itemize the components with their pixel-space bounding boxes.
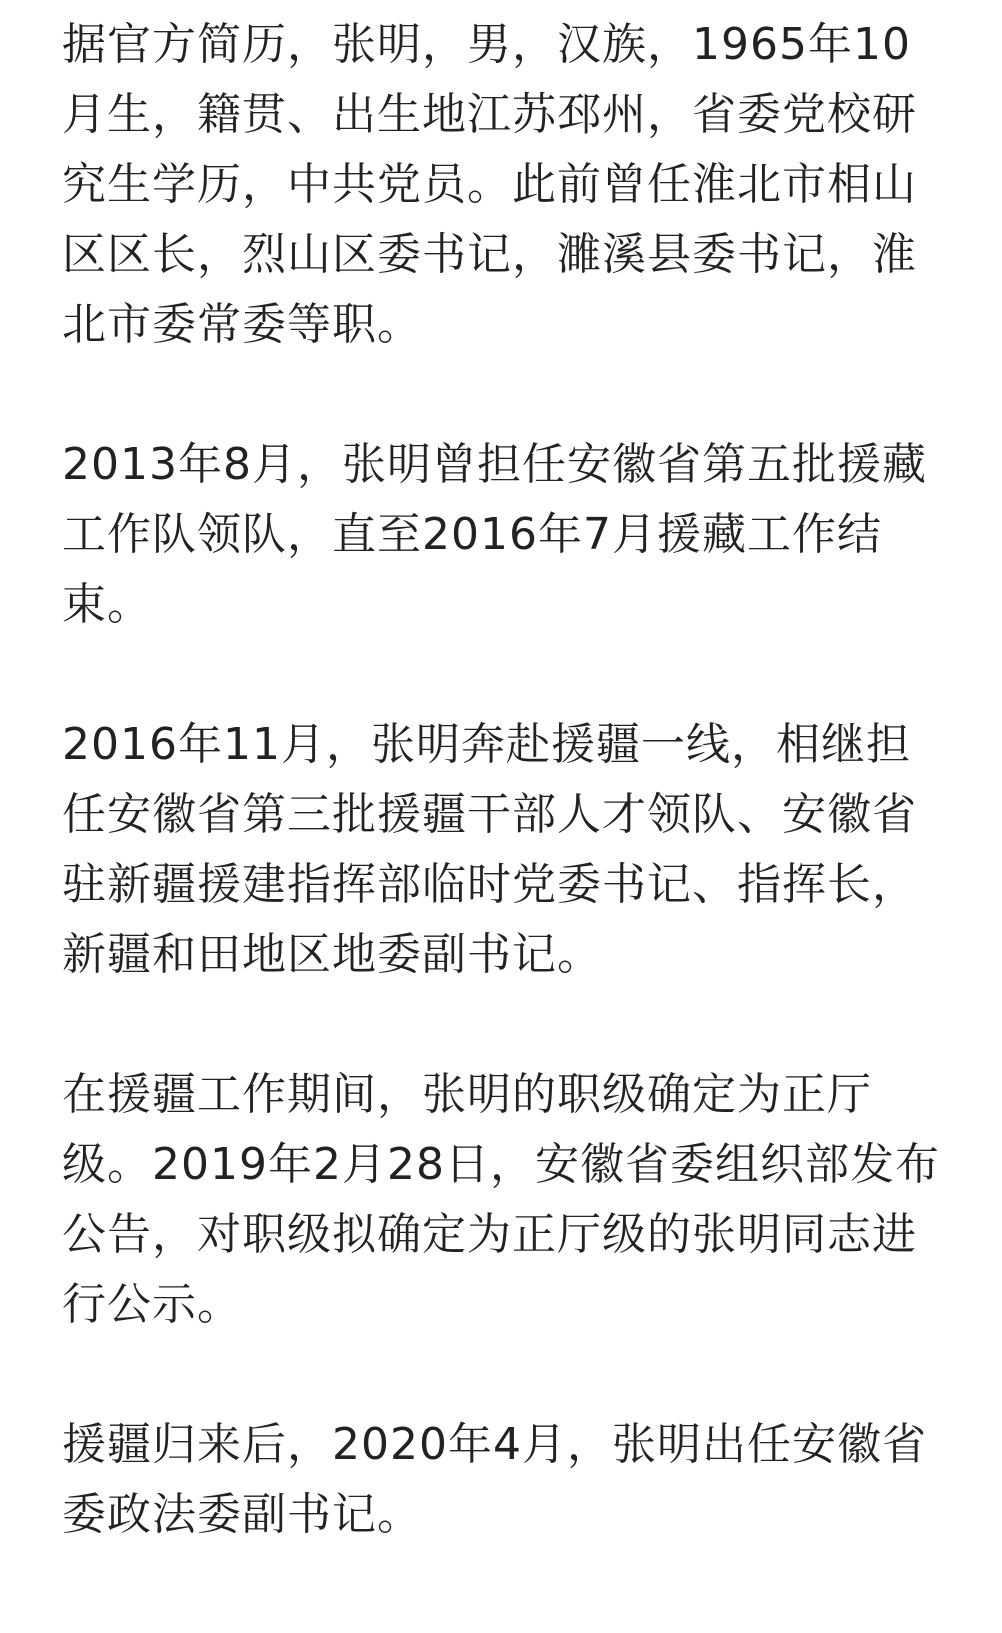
paragraph-xinjiang-aid: 2016年11月，张明奔赴援疆一线，相继担任安徽省第三批援疆干部人才领队、安徽省驻新疆援建指挥部临时党委书记、指挥长，新疆和田地区地委副书记。 xyxy=(62,719,917,980)
article-body xyxy=(62,10,942,1550)
paragraph-biography: 据官方简历，张明，男，汉族，1965年10月生，籍贯、出生地江苏邳州，省委党校研究生学历，中共党员。此前曾任淮北市相山区区长，烈山区委书记，濉溪县委书记，淮北市委常委等职。 xyxy=(62,19,917,350)
paragraph-rank-announcement: 在援疆工作期间，张明的职级确定为正厅级。2019年2月28日，安徽省委组织部发布公告，对职级拟确定为正厅级的张明同志进行公示。 xyxy=(62,1069,940,1330)
paragraph-tibet-aid: 2013年8月，张明曾担任安徽省第五批援藏工作队领队，直至2016年7月援藏工作结束。 xyxy=(62,439,927,630)
paragraph-return-appointment: 援疆归来后，2020年4月，张明出任安徽省委政法委副书记。 xyxy=(62,1419,927,1540)
